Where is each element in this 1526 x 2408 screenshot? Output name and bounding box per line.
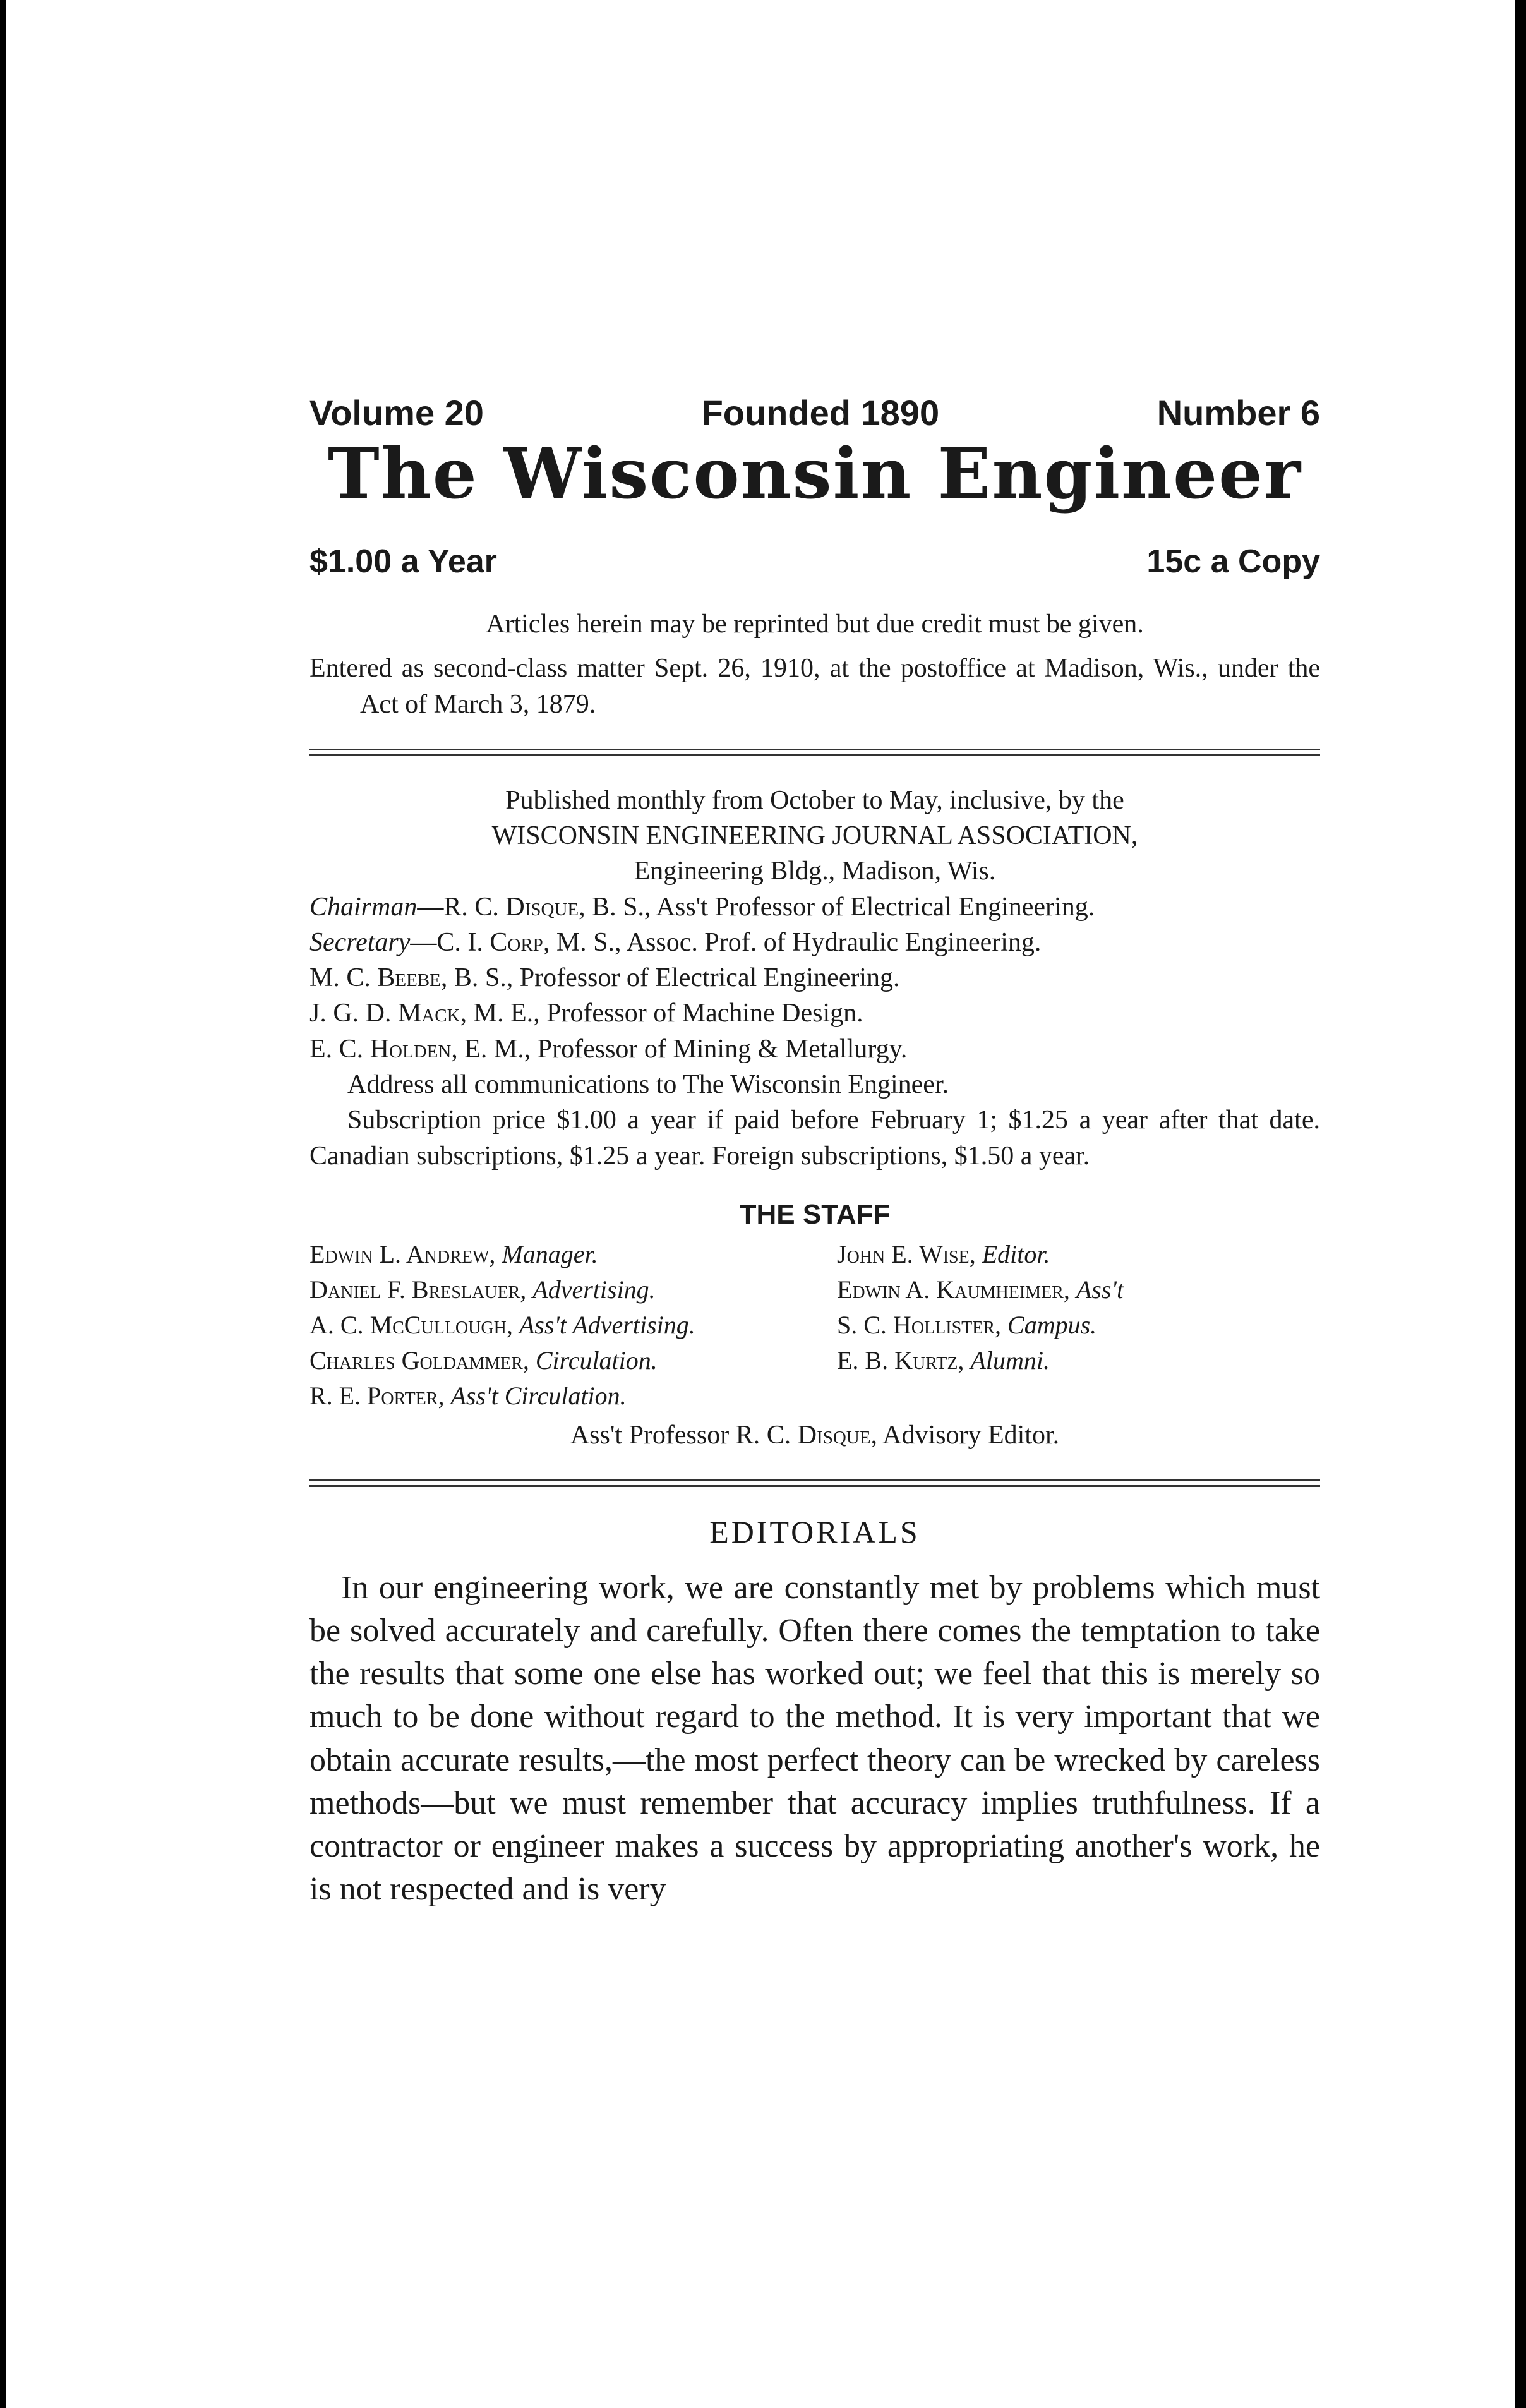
- officer-row: Chairman—R. C. Disque, B. S., Ass't Professor of Electrical Engineering.: [309, 892, 1095, 922]
- officer-name: M. C. Beebe: [309, 963, 441, 993]
- officer-title: , E. M., Professor of Mining & Metallurgy.: [451, 1034, 908, 1064]
- divider-rule: [309, 749, 1320, 756]
- price-per-year: $1.00 a Year: [309, 543, 497, 580]
- staff-member: S. C. Hollister, Campus.: [837, 1310, 1097, 1339]
- officer-row: [309, 996, 1320, 1031]
- officer-name: C. I. Corp: [436, 927, 543, 957]
- staff-name: R. E. Porter: [309, 1381, 438, 1410]
- staff-name: John E. Wise: [837, 1239, 970, 1268]
- staff-role: Ass't Advertising.: [519, 1310, 695, 1339]
- staff-member: Edwin L. Andrew, Manager.: [309, 1239, 598, 1268]
- staff-role: Alumni.: [970, 1345, 1050, 1375]
- officer-title: , B. S., Ass't Professor of Electrical Engineering.: [579, 892, 1095, 922]
- officer-name: E. C. Holden: [309, 1034, 452, 1064]
- staff-name: S. C. Hollister: [837, 1310, 995, 1339]
- advisory-suffix: , Advisory Editor.: [870, 1420, 1060, 1450]
- reprint-notice: Articles herein may be reprinted but due credit must be given.: [486, 610, 1144, 639]
- staff-member: Edwin A. Kaumheimer, Ass't: [837, 1275, 1124, 1304]
- masthead-top-row: [309, 392, 1320, 434]
- officer-role: Chairman: [309, 892, 418, 922]
- officer-name: J. G. D. Mack: [309, 999, 460, 1028]
- number-label: Number 6: [1157, 393, 1320, 433]
- staff-member: A. C. McCullough, Ass't Advertising.: [309, 1310, 695, 1339]
- staff-member: John E. Wise, Editor.: [837, 1239, 1050, 1268]
- officer-row: [309, 1032, 1320, 1067]
- staff-name: Edwin L. Andrew: [309, 1239, 490, 1268]
- staff-role: Advertising.: [532, 1275, 656, 1304]
- price-per-copy: 15c a Copy: [1146, 543, 1320, 580]
- notices: [309, 606, 1320, 722]
- officer-title: , M. S., Assoc. Prof. of Hydraulic Engineering.: [543, 927, 1042, 957]
- officer-row: Secretary—C. I. Corp, M. S., Assoc. Prof. of Hydraulic Engineering.: [309, 927, 1042, 957]
- journal-page: [309, 379, 1320, 1911]
- staff-role: Editor.: [982, 1239, 1050, 1268]
- price-row: [309, 527, 1320, 581]
- staff-member: E. B. Kurtz, Alumni.: [837, 1345, 1050, 1375]
- mailing-notice: Entered as second-class matter Sept. 26, 1910, at the postoffice at Madison, Wis., under the Act of March 3, 1879.: [309, 654, 1320, 719]
- staff-heading: THE STAFF: [739, 1198, 891, 1230]
- founded-label: Founded 1890: [701, 393, 940, 433]
- staff-member: Charles Goldammer, Circulation.: [309, 1345, 658, 1375]
- staff-role: Manager.: [502, 1239, 598, 1268]
- editorials-heading: EDITORIALS: [709, 1514, 920, 1550]
- officer-role: Secretary: [309, 927, 411, 957]
- staff-role: Ass't: [1076, 1275, 1124, 1304]
- divider-rule: [309, 1479, 1320, 1487]
- officer-title: , M. E., Professor of Machine Design.: [460, 999, 863, 1028]
- staff-member: R. E. Porter, Ass't Circulation.: [309, 1381, 627, 1410]
- editorial-paragraph: In our engineering work, we are constantly met by problems which must be solved accurately and carefully. Often there comes the temptation to take the results that some one else has worked out; we feel that this is merely so much to be done without regard to the method. It is very important that we obtain accurate results,—the most perfect theory can be wrecked by careless methods—but we must remember that accuracy implies truthfulness. If a contractor or engineer makes a success by appropriating another's work, he is not respected and is very: [309, 1570, 1320, 1907]
- staff-member: Daniel F. Breslauer, Advertising.: [309, 1275, 656, 1304]
- officer-row: [309, 960, 1320, 996]
- scan-edge-right: [1515, 0, 1526, 2408]
- officers-list: [309, 889, 1320, 1174]
- staff-list: [309, 1237, 1320, 1414]
- staff-role: Circulation.: [535, 1345, 658, 1375]
- subscription-notice: Subscription price $1.00 a year if paid before February 1; $1.25 a year after that date. Canadian subscriptions, $1.25 a year. Foreign subscriptions, $1.50 a year.: [309, 1105, 1320, 1171]
- scan-edge-left: [0, 0, 6, 2408]
- advisory-editor: [309, 1418, 1320, 1453]
- advisory-prefix: Ass't Professor R. C.: [570, 1420, 798, 1450]
- staff-name: E. B. Kurtz: [837, 1345, 958, 1375]
- advisory-name: Disque: [797, 1420, 871, 1450]
- publisher-line-1: Published monthly from October to May, inclusive, by the: [505, 785, 1124, 815]
- officer-name: R. C. Disque: [443, 892, 579, 922]
- staff-name: Charles Goldammer: [309, 1345, 523, 1375]
- publisher-line-3: Engineering Bldg., Madison, Wis.: [634, 857, 996, 886]
- publisher-line-2: WISCONSIN ENGINEERING JOURNAL ASSOCIATION,: [491, 821, 1138, 851]
- staff-name: A. C. McCullough: [309, 1310, 507, 1339]
- journal-title: The Wisconsin Engineer: [327, 433, 1302, 515]
- officer-title: , B. S., Professor of Electrical Engineering.: [440, 963, 900, 993]
- volume-label: Volume 20: [309, 393, 484, 433]
- staff-name: Daniel F. Breslauer: [309, 1275, 520, 1304]
- staff-role: Ass't Circulation.: [450, 1381, 627, 1410]
- staff-name: Edwin A. Kaumheimer: [837, 1275, 1064, 1304]
- address-notice: Address all communications to The Wisconsin Engineer.: [347, 1070, 949, 1099]
- publisher-block: [309, 783, 1320, 889]
- staff-role: Campus.: [1007, 1310, 1097, 1339]
